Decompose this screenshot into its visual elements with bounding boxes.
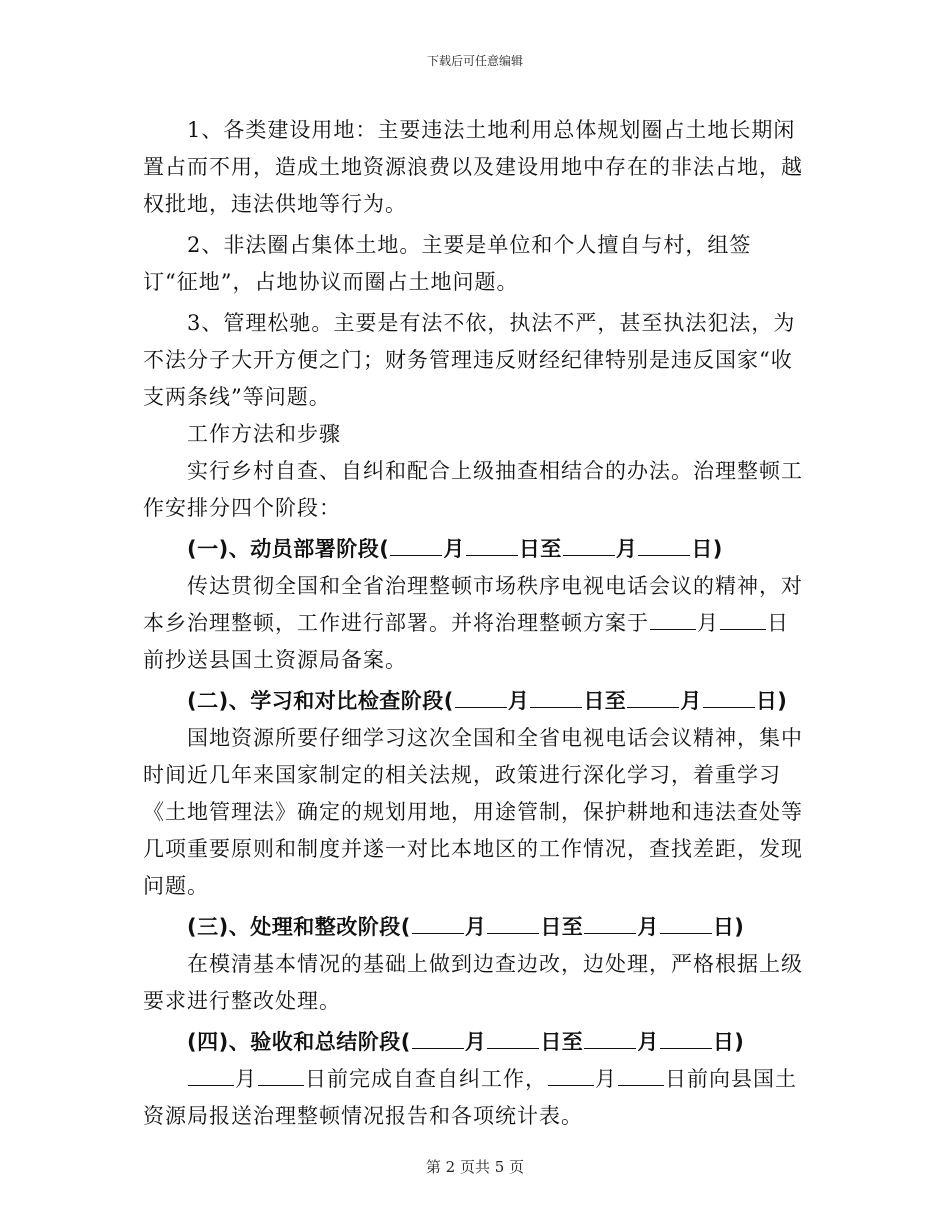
blank-line — [412, 932, 464, 934]
page-header: 下载后可任意编辑 — [426, 54, 523, 68]
blank-line — [584, 932, 636, 934]
stage-2-title: (二)、学习和对比检查阶段 — [187, 689, 444, 713]
blank-line — [548, 1084, 594, 1086]
stage-3-body: 在模清基本情况的基础上做到边查边改，边处理，严格根据上级要求进行整改处理。 — [143, 952, 803, 1013]
blank-line — [258, 1084, 304, 1086]
stage-3-heading: (三)、处理和整改阶段( 月 日至 月 日) — [187, 915, 745, 939]
stage-2-body: 国地资源所要仔细学习这次全国和全省电视电话会议精神，集中时间近几年来国家制定的相关法规，政策进行深化学习，着重学习《土地管理法》确定的规划用地，用途管制，保护耕地和违法查处等几项重要原则和制度并遂一对比本地区的工作情况，查找差距，发现问题。 — [143, 726, 803, 898]
blank-line — [563, 554, 615, 556]
paragraph-3: 3、管理松驰。主要是有法不依，执法不严，甚至执法犯法，为不法分子大开方便之门；财务管理违反财经纪律特别是违反国家“收支两条线”等问题。 — [143, 311, 796, 409]
blank-line — [650, 628, 696, 630]
blank-line — [530, 706, 582, 708]
intro-paragraph: 实行乡村自查、自纠和配合上级抽查相结合的办法。治理整顿工作安排分四个阶段： — [143, 459, 803, 520]
paragraph-2: 2、非法圈占集体土地。主要是单位和个人擅自与村，组签订“征地”，占地协议而圈占土地问题。 — [143, 233, 752, 294]
methods-title: 工作方法和步骤 — [187, 422, 341, 446]
page-footer: 第 2 页共 5 页 — [425, 1158, 525, 1176]
blank-line — [660, 932, 712, 934]
blank-line — [720, 628, 766, 630]
blank-line — [455, 706, 507, 708]
document-body — [143, 112, 803, 1135]
blank-line — [618, 1084, 664, 1086]
blank-line — [487, 932, 539, 934]
stage-4-title: (四)、验收和总结阶段 — [187, 1030, 401, 1054]
blank-line — [584, 1047, 636, 1049]
blank-line — [638, 554, 690, 556]
blank-line — [466, 554, 518, 556]
blank-line — [188, 1084, 234, 1086]
blank-line — [703, 706, 755, 708]
stage-1-body: 传达贯彻全国和全省治理整顿市场秩序电视电话会议的精神，对本乡治理整顿，工作进行部署。并将治理整顿方案于 月 日前抄送县国土资源局备案。 — [143, 574, 803, 672]
blank-line — [627, 706, 679, 708]
stage-1-title: (一)、动员部署阶段 — [187, 537, 380, 561]
stage-2-heading: (二)、学习和对比检查阶段( 月 日至 月 日) — [187, 689, 788, 713]
blank-line — [660, 1047, 712, 1049]
stage-4-heading: (四)、验收和总结阶段( 月 日至 月 日) — [187, 1030, 745, 1054]
blank-line — [412, 1047, 464, 1049]
paragraph-1: 1、各类建设用地：主要违法土地利用总体规划圈占土地长期闲置占而不用，造成土地资源浪费以及建设用地中存在的非法占地，越权批地，违法供地等行为。 — [143, 118, 803, 216]
stage-3-title: (三)、处理和整改阶段 — [187, 915, 401, 939]
blank-line — [487, 1047, 539, 1049]
stage-4-body: 月 日前完成自查自纠工作， 月 日前向县国土资源局报送治理整顿情况报告和各项统计表。 — [143, 1067, 797, 1128]
blank-line — [390, 554, 442, 556]
stage-1-heading: (一)、动员部署阶段( 月 日至 月 日) — [187, 537, 723, 561]
